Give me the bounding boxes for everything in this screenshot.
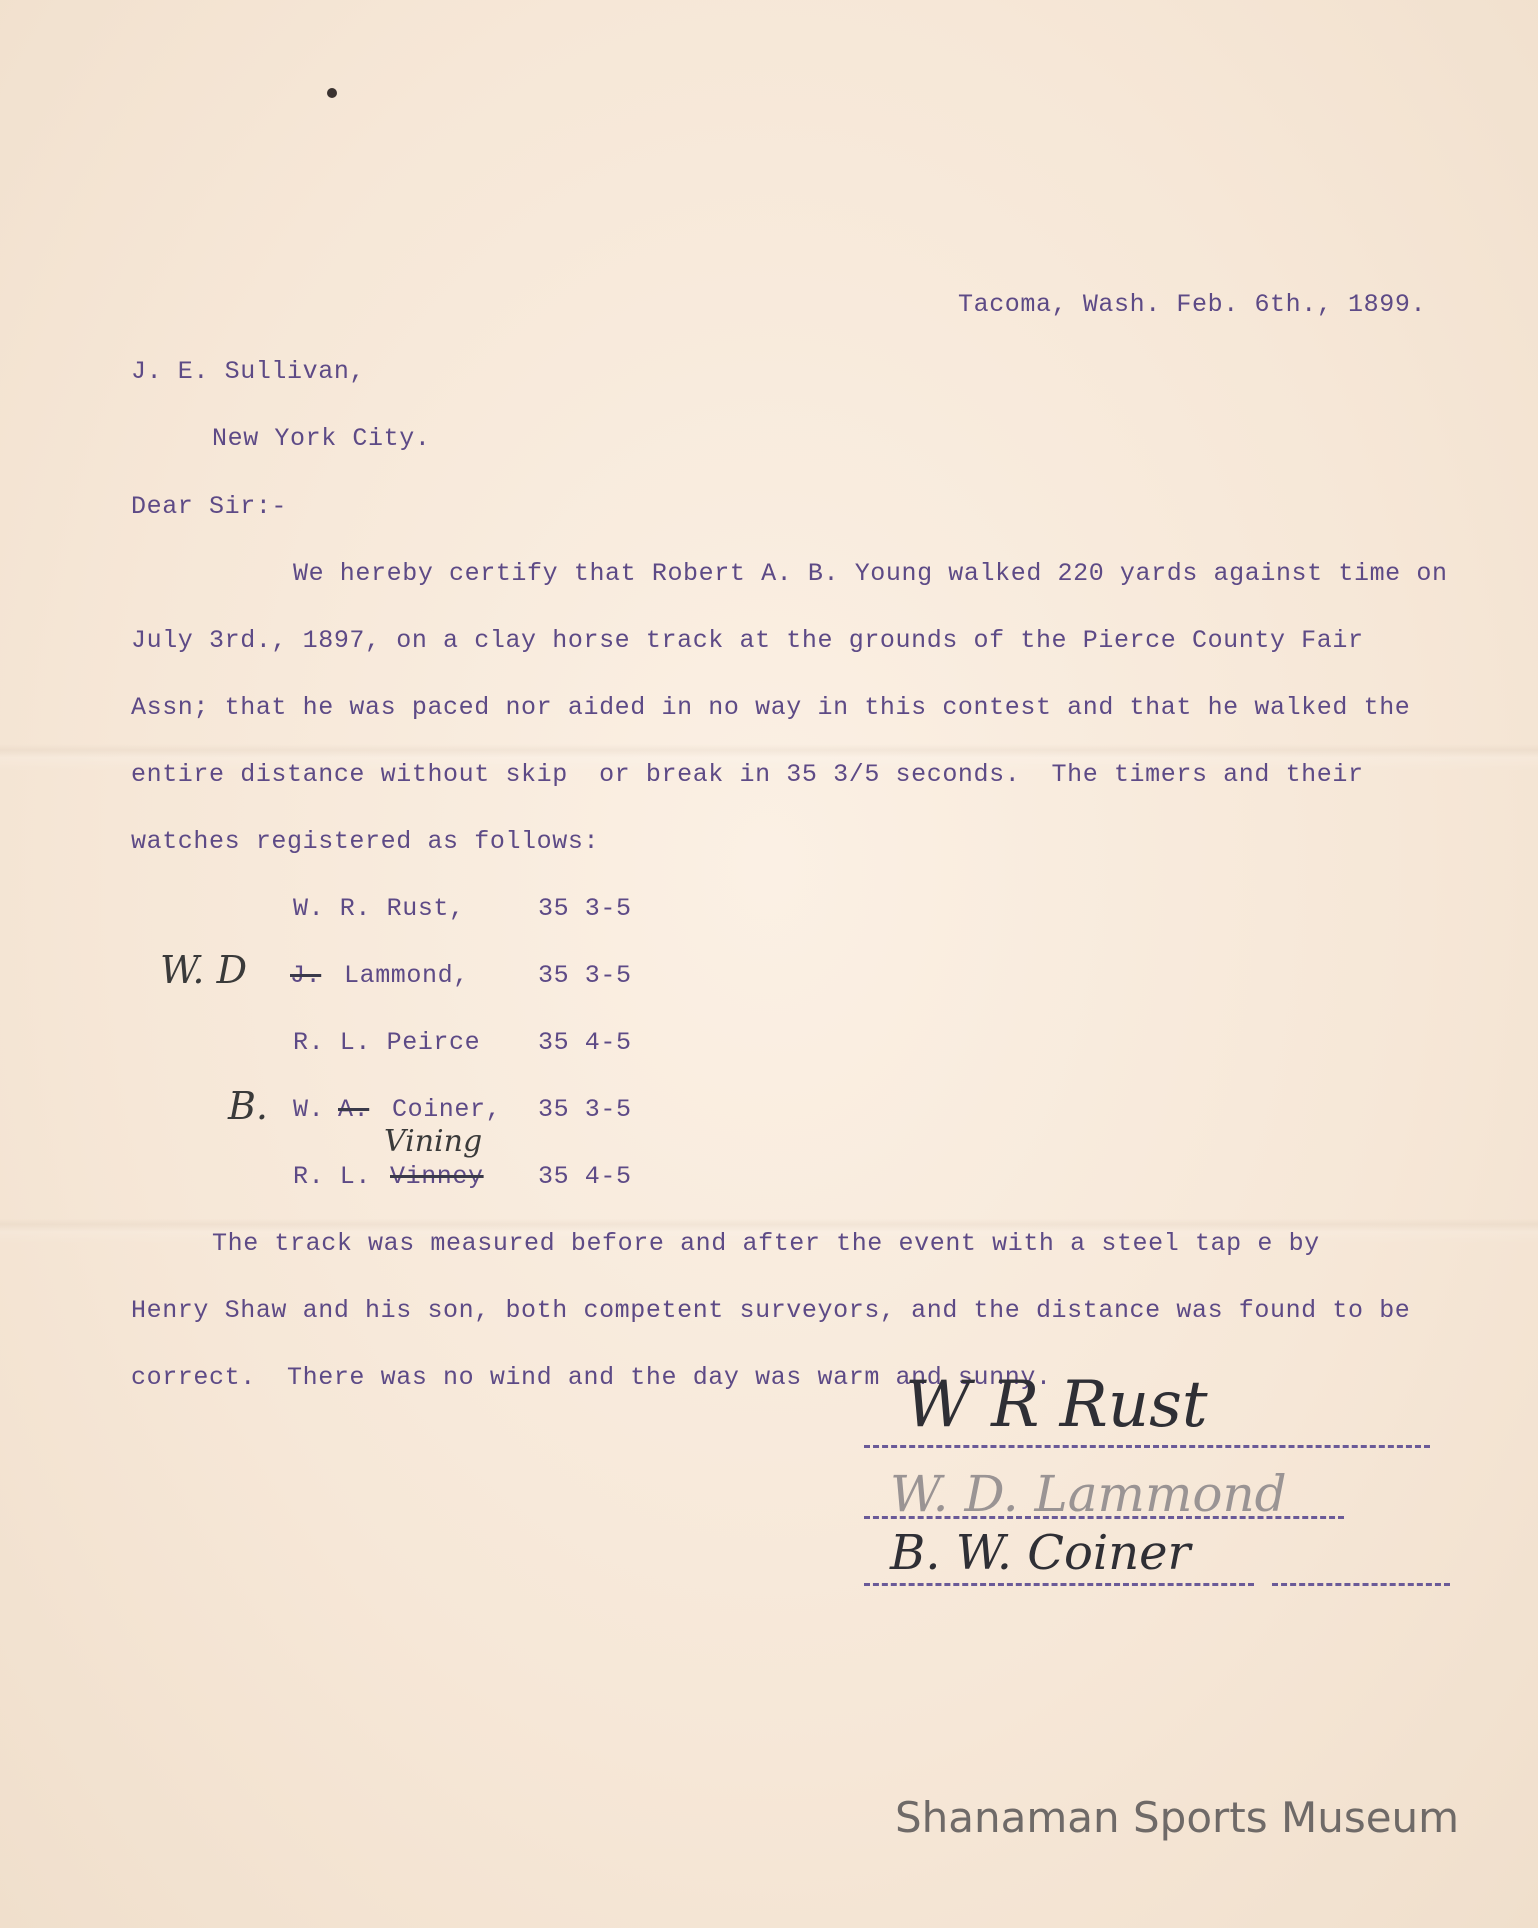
paragraph1-line: entire distance without skip or break in 35 3/5 seconds. The timers and their [131, 760, 1364, 789]
signature: W R Rust [905, 1368, 1208, 1442]
timer-name: W. R. Rust, [293, 894, 465, 923]
salutation: Dear Sir:- [131, 492, 288, 521]
paragraph2-line: Henry Shaw and his son, both competent surveyors, and the distance was found to be [131, 1296, 1411, 1325]
struck-initial: J. [290, 961, 322, 990]
signature-line [864, 1445, 1430, 1448]
timer-name: R. L. [293, 1162, 372, 1191]
recipient-name: J. E. Sullivan, [131, 357, 366, 386]
timer-name: R. L. Peirce [293, 1028, 481, 1057]
paragraph1-line: Assn; that he was paced nor aided in no way in this contest and that he walked the [131, 693, 1411, 722]
ink-spot [327, 88, 337, 98]
signature: B. W. Coiner [890, 1525, 1191, 1581]
struck-name: Vinney [390, 1162, 484, 1191]
struck-initial: A. [338, 1095, 370, 1124]
timer-name: W. [293, 1095, 325, 1124]
signature: W. D. Lammond [890, 1465, 1287, 1523]
dateline: Tacoma, Wash. Feb. 6th., 1899. [958, 290, 1427, 319]
timer-name: Lammond, [344, 961, 469, 990]
signature-line [864, 1516, 1344, 1519]
recipient-city: New York City. [212, 424, 431, 453]
signature-line [1272, 1583, 1450, 1586]
paragraph2-line: The track was measured before and after the event with a steel tap e by [212, 1229, 1320, 1258]
paragraph1-line: July 3rd., 1897, on a clay horse track at the grounds of the Pierce County Fair [131, 626, 1364, 655]
handwritten-correction: Vining [384, 1124, 483, 1159]
handwritten-initial: B. [228, 1084, 269, 1128]
museum-watermark: Shanaman Sports Museum [895, 1793, 1460, 1842]
timer-time: 35 3-5 [538, 1095, 632, 1124]
handwritten-initials: W. D [160, 948, 248, 992]
paragraph1-line: We hereby certify that Robert A. B. Young walked 220 yards against time on [293, 559, 1448, 588]
timer-time: 35 4-5 [538, 1028, 632, 1057]
timer-time: 35 4-5 [538, 1162, 632, 1191]
timer-time: 35 3-5 [538, 894, 632, 923]
signature-line [864, 1583, 1254, 1586]
paragraph1-line: watches registered as follows: [131, 827, 600, 856]
timer-name: Coiner, [392, 1095, 502, 1124]
paragraph2-line: correct. There was no wind and the day was warm and sunny. [131, 1363, 1052, 1392]
timer-time: 35 3-5 [538, 961, 632, 990]
